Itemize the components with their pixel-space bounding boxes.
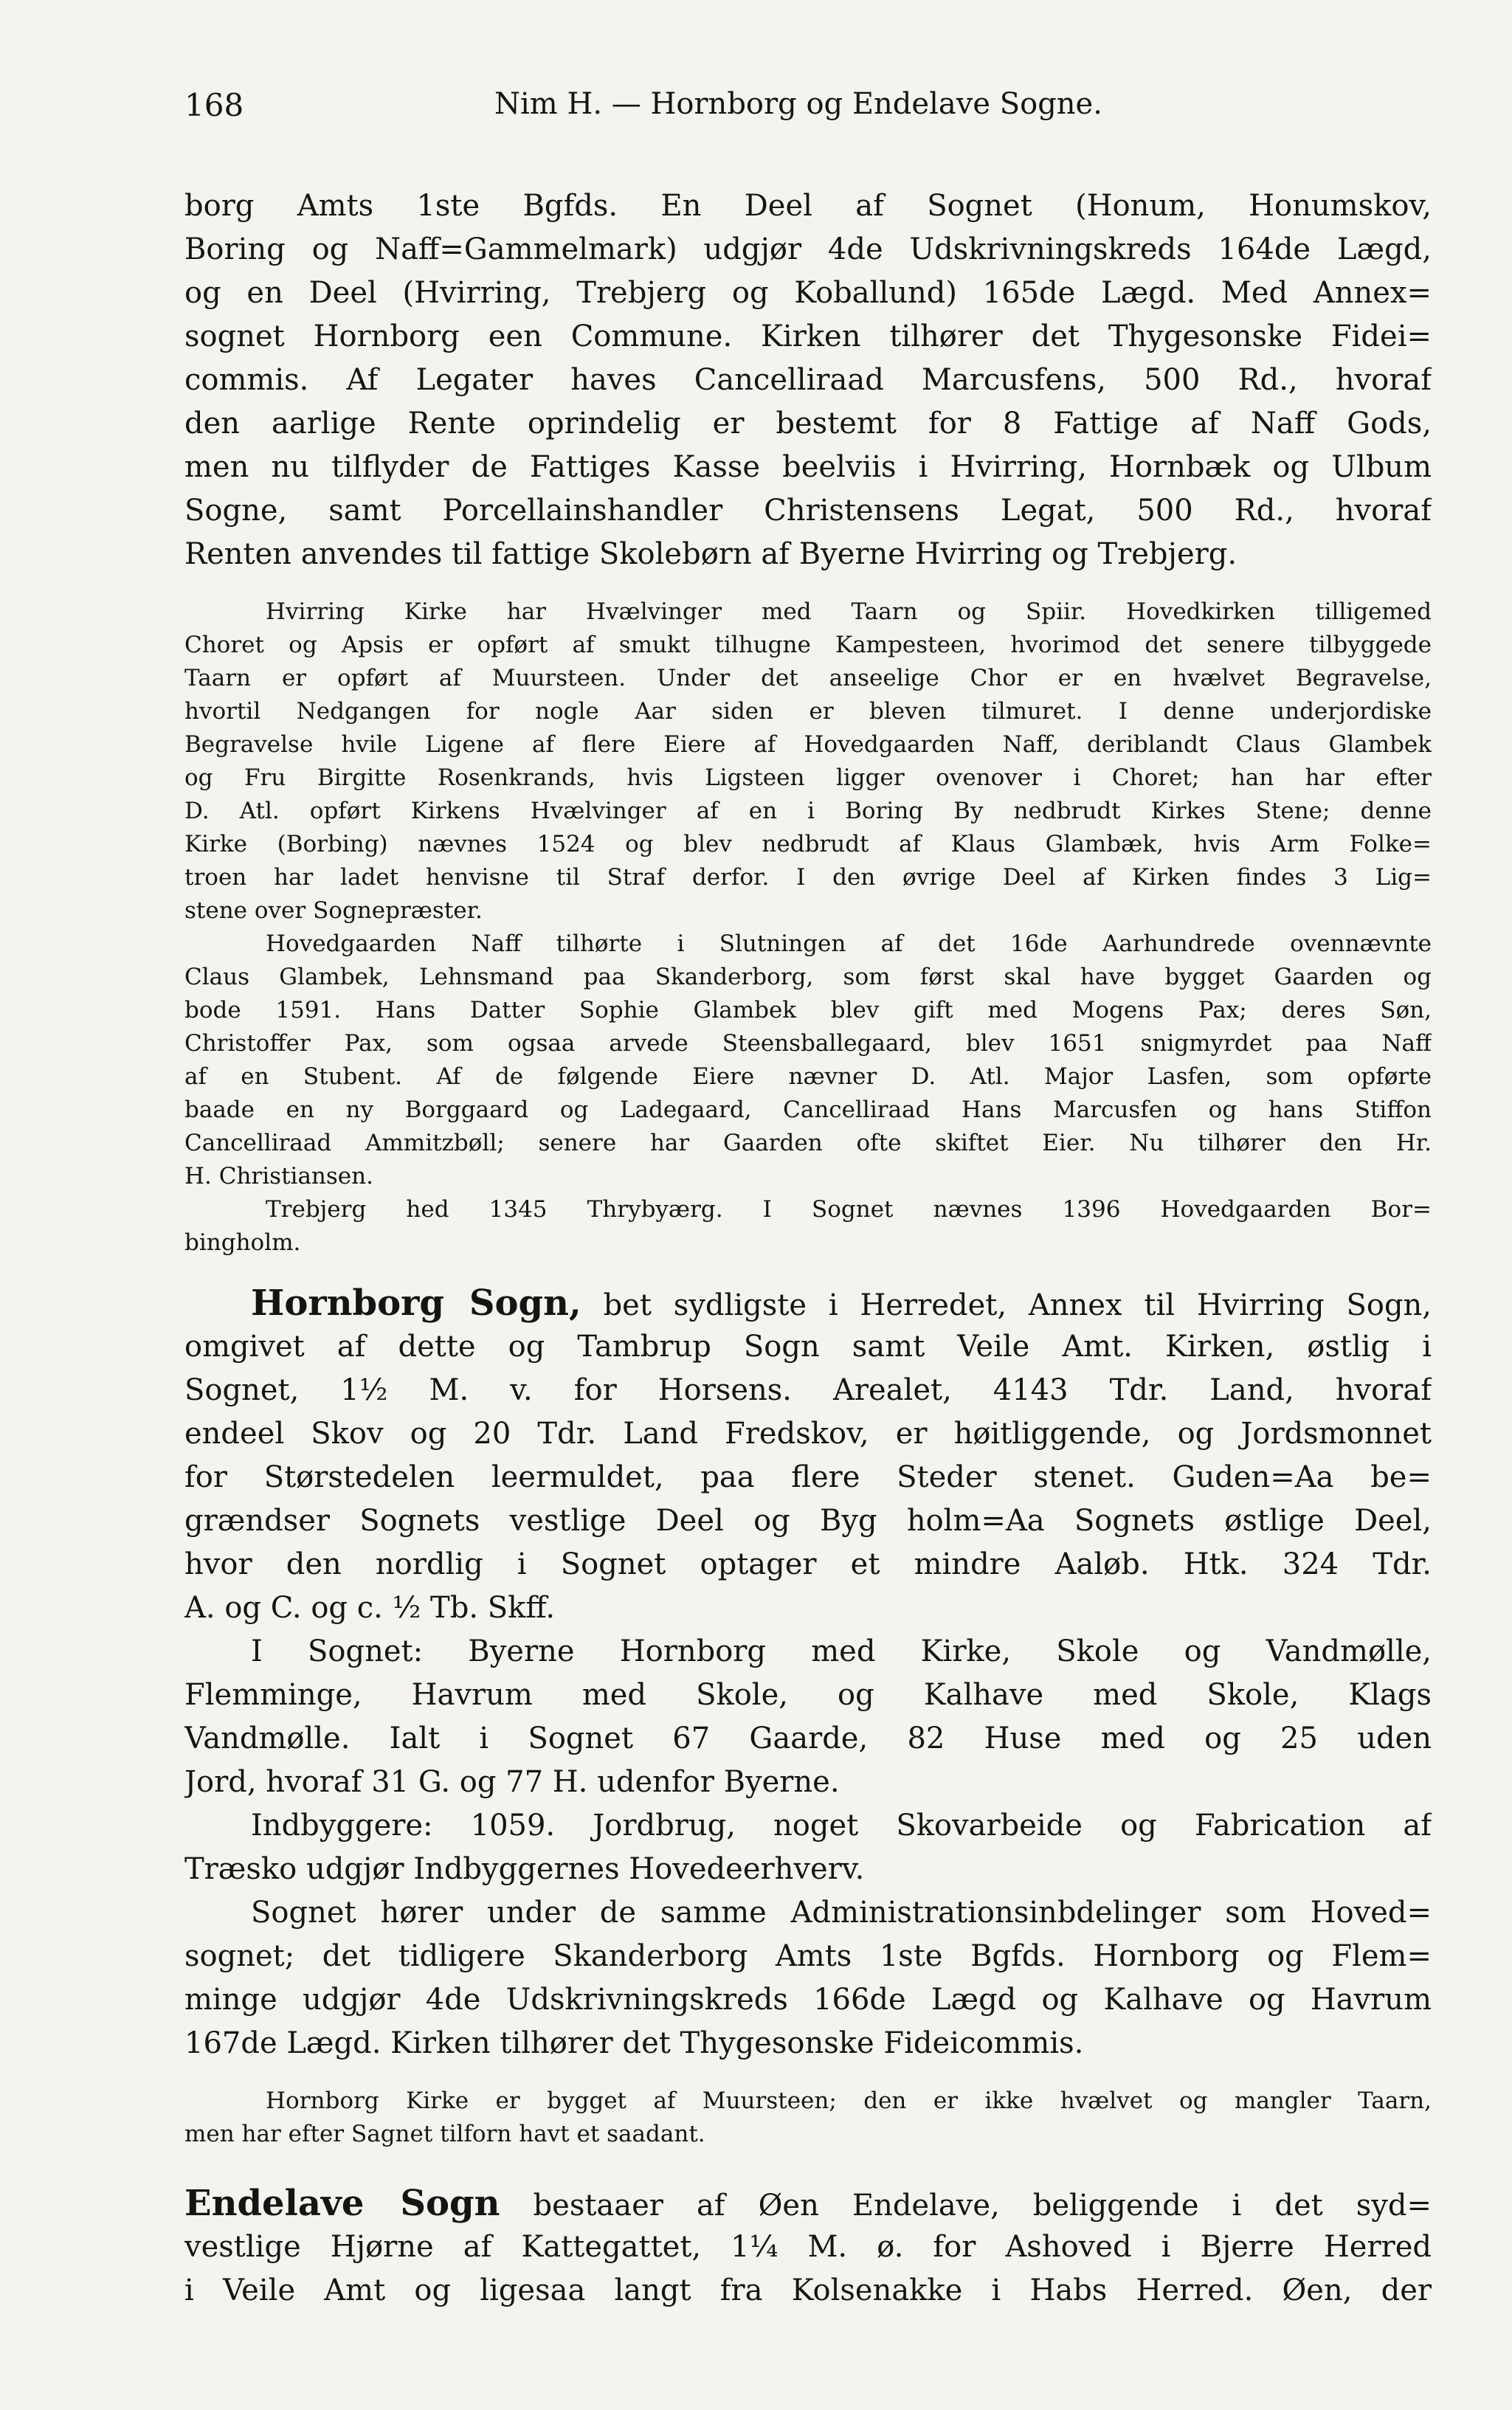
running-head [184, 87, 1432, 131]
note-line: Choret og Apsis er opført af smukt tilhugne Kampesteen, hvorimod det senere tilbyggede [184, 632, 1432, 658]
text-line: Sogne, samt Porcellainshandler Christensens Legat, 500 Rd., hvoraf [184, 494, 1432, 528]
text-line: for Størstedelen leermuldet, paa flere Steder stenet. Guden=Aa be= [184, 1460, 1432, 1494]
page-body [184, 184, 1432, 2313]
note-line: Cancelliraad Ammitzbøll; senere har Gaarden ofte skiftet Eier. Nu tilhører den Hr. [184, 1130, 1432, 1156]
text-line: omgivet af dette og Tambrup Sogn samt Veile Amt. Kirken, østlig i [184, 1330, 1432, 1364]
text-line-rest: bestaaer af Øen Endelave, beliggende i det syd= [533, 2189, 1432, 2223]
note-line: Trebjerg hed 1345 Thrybyærg. I Sognet nævnes 1396 Hovedgaarden Bor= [266, 1196, 1432, 1223]
text-line: Sognet hører under de samme Administrationsinbdelinger som Hoved= [251, 1896, 1432, 1930]
note-line: Claus Glambek, Lehnsmand paa Skanderborg, som først skal have bygget Gaarden og [184, 964, 1432, 990]
text-line: hvor den nordlig i Sognet optager et mindre Aaløb. Htk. 324 Tdr. [184, 1547, 1432, 1581]
running-title: Nim H. — Hornborg og Endelave Sogne. [494, 87, 1102, 121]
text-line: sognet Hornborg een Commune. Kirken tilhører det Thygesonske Fidei= [184, 320, 1432, 353]
paragraph-hvirring-admin [184, 184, 1432, 576]
text-line: Træsko udgjør Indbyggernes Hovedeerhverv. [184, 1852, 865, 1886]
text-line: I Sognet: Byerne Hornborg med Kirke, Skole og Vandmølle, [251, 1634, 1432, 1668]
note-line: Hovedgaarden Naff tilhørte i Slutningen af det 16de Aarhundrede ovennævnte [266, 930, 1432, 957]
section-hornborg-sogn [184, 1282, 1432, 2065]
note-line: Taarn er opført af Muursteen. Under det anseelige Chor er en hvælvet Begravelse, [184, 665, 1432, 691]
note-line: Kirke (Borbing) nævnes 1524 og blev nedbrudt af Klaus Glambæk, hvis Arm Folke= [184, 831, 1432, 857]
text-line: den aarlige Rente oprindelig er bestemt for 8 Fattige af Naff Gods, [184, 407, 1432, 441]
text-line: Flemminge, Havrum med Skole, og Kalhave med Skole, Klags [184, 1678, 1432, 1712]
note-line: Begravelse hvile Ligene af flere Eiere af Hovedgaarden Naff, deriblandt Claus Glambek [184, 731, 1432, 758]
note-trebjerg [184, 1193, 1432, 1260]
text-line [184, 2182, 1432, 2226]
section-endelave-sogn [184, 2182, 1432, 2313]
note-line: hvortil Nedgangen for nogle Aar siden er bleven tilmuret. I denne underjordiske [184, 698, 1432, 725]
text-line: Sognet, 1½ M. v. for Horsens. Arealet, 4143 Tdr. Land, hvoraf [184, 1373, 1432, 1407]
text-line: Jord, hvoraf 31 G. og 77 H. udenfor Byerne. [184, 1765, 840, 1799]
text-line: Vandmølle. Ialt i Sognet 67 Gaarde, 82 Huse med og 25 uden [184, 1722, 1432, 1755]
note-line: troen har ladet henvisne til Straf derfor. I den øvrige Deel af Kirken findes 3 Lig= [184, 864, 1432, 891]
note-line: bode 1591. Hans Datter Sophie Glambek blev gift med Mogens Pax; deres Søn, [184, 997, 1432, 1023]
page-number: 168 [184, 87, 244, 123]
note-line: H. Christiansen. [184, 1163, 373, 1190]
note-line: Hornborg Kirke er bygget af Muursteen; den er ikke hvælvet og mangler Taarn, [266, 2088, 1432, 2114]
note-line: stene over Sognepræster. [184, 897, 483, 924]
note-line: baade en ny Borggaard og Ladegaard, Cancelliraad Hans Marcusfen og hans Stiffon [184, 1097, 1432, 1123]
text-line [184, 1282, 1432, 1325]
text-line: minge udgjør 4de Udskrivningskreds 166de Lægd og Kalhave og Havrum [184, 1983, 1432, 2017]
text-line: A. og C. og c. ½ Tb. Skff. [184, 1591, 556, 1625]
note-line: D. Atl. opført Kirkens Hvælvinger af en i Boring By nedbrudt Kirkes Stene; denne [184, 798, 1432, 824]
note-line: Hvirring Kirke har Hvælvinger med Taarn og Spiir. Hovedkirken tilligemed [266, 598, 1432, 625]
text-line-rest: bet sydligste i Herredet, Annex til Hvirring Sogn, [603, 1288, 1432, 1322]
text-line: grændser Sognets vestlige Deel og Byg holm=Aa Sognets østlige Deel, [184, 1504, 1432, 1538]
text-line: sognet; det tidligere Skanderborg Amts 1ste Bgfds. Hornborg og Flem= [184, 1939, 1432, 1973]
text-line: commis. Af Legater haves Cancelliraad Marcusfens, 500 Rd., hvoraf [184, 363, 1432, 397]
text-line: Indbyggere: 1059. Jordbrug, noget Skovarbeide og Fabrication af [251, 1809, 1432, 1843]
text-line: men nu tilflyder de Fattiges Kasse beelviis i Hvirring, Hornbæk og Ulbum [184, 450, 1432, 484]
text-line: 167de Lægd. Kirken tilhører det Thygesonske Fideicommis. [184, 2026, 1084, 2060]
note-naff-manor [184, 928, 1432, 1193]
note-hornborg-church [184, 2085, 1432, 2151]
text-line: endeel Skov og 20 Tdr. Land Fredskov, er høitliggende, og Jordsmonnet [184, 1417, 1432, 1451]
text-line: vestlige Hjørne af Kattegattet, 1¼ M. ø. for Ashoved i Bjerre Herred [184, 2230, 1432, 2264]
text-line: borg Amts 1ste Bgfds. En Deel af Sognet (Honum, Honumskov, [184, 189, 1432, 223]
text-line: Boring og Naff=Gammelmark) udgjør 4de Udskrivningskreds 164de Lægd, [184, 232, 1432, 266]
note-line: Christoffer Pax, som ogsaa arvede Steensballegaard, blev 1651 snigmyrdet paa Naff [184, 1030, 1432, 1057]
note-hvirring-church [184, 595, 1432, 928]
section-heading-endelave: Endelave Sogn [184, 2183, 500, 2224]
note-line: og Fru Birgitte Rosenkrands, hvis Ligsteen ligger ovenover i Choret; han har efter [184, 764, 1432, 791]
text-line: Renten anvendes til fattige Skolebørn af Byerne Hvirring og Trebjerg. [184, 537, 1237, 571]
text-line: i Veile Amt og ligesaa langt fra Kolsenakke i Habs Herred. Øen, der [184, 2273, 1432, 2307]
note-line: bingholm. [184, 1229, 301, 1256]
text-line: og en Deel (Hvirring, Trebjerg og Koballund) 165de Lægd. Med Annex= [184, 276, 1432, 310]
section-heading-hornborg: Hornborg Sogn, [251, 1282, 581, 1324]
note-line: men har efter Sagnet tilforn havt et saadant. [184, 2121, 705, 2147]
note-line: af en Stubent. Af de følgende Eiere nævner D. Atl. Major Lasfen, som opførte [184, 1063, 1432, 1090]
